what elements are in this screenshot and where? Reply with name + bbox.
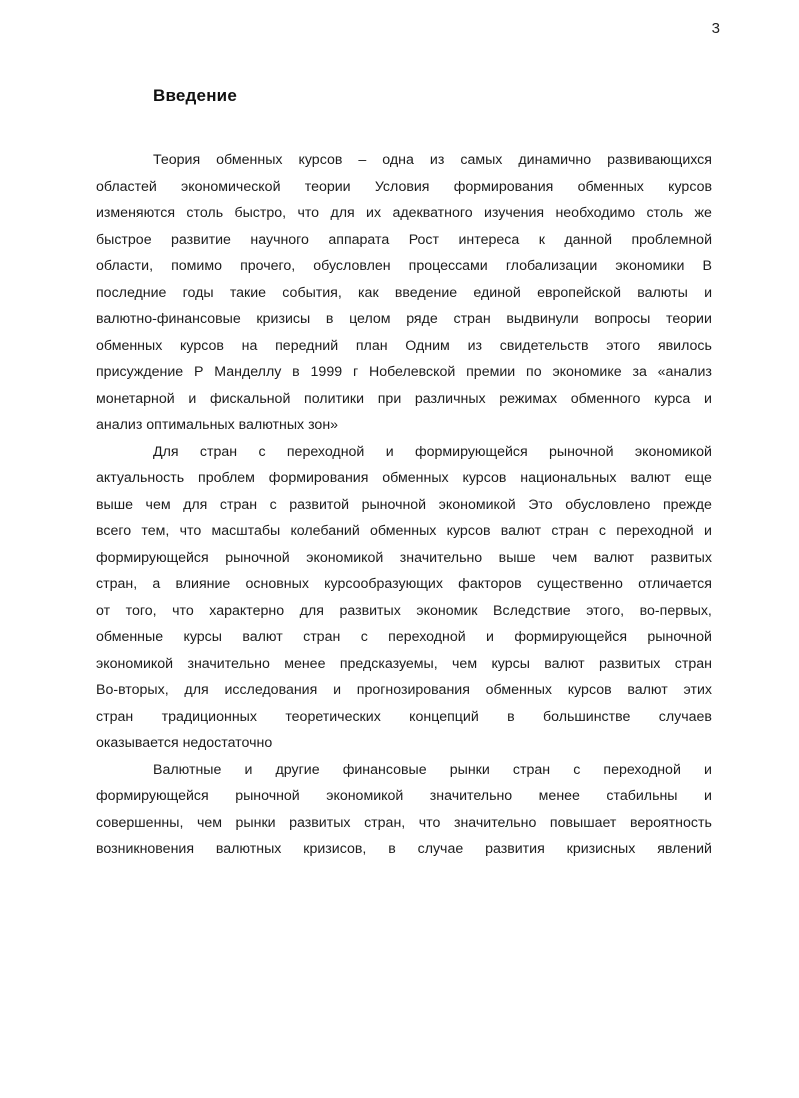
word: интереса [458,231,520,248]
word: экономике [552,364,622,380]
word: явилось [657,337,712,354]
word: еще [684,470,712,486]
word: же [694,205,712,221]
word: различных [414,390,486,407]
text-line [96,598,712,625]
word: стабильны [606,788,678,804]
word: за [632,364,647,380]
word: развитых [339,602,401,619]
word: быстро, [234,205,287,221]
word: единой [473,284,521,301]
word: стран, [96,576,138,592]
word: чем [552,549,578,566]
word: рыночной [647,629,712,645]
word: и [244,761,253,778]
word: курсов [668,178,712,195]
word: рынки [449,761,490,778]
word: обменные [96,629,164,645]
word: кризисы [256,311,311,327]
word: данной [564,231,613,248]
text-line [96,704,712,731]
word: чем [452,655,478,672]
word: развитых [289,814,351,831]
word: план [355,337,388,354]
word: стран [219,496,258,513]
word: колебаний [290,523,360,539]
word: для [183,496,208,513]
word: курсов [567,682,612,698]
word: области, [96,258,154,274]
word: выше [498,549,536,566]
word: в [388,841,396,857]
word: изменяются [96,205,176,221]
word: валют [630,470,671,486]
word: случае [417,841,464,857]
text-line [96,836,712,863]
word: Р [193,364,204,380]
word: политики [304,390,365,407]
word: курсов [298,152,343,168]
word: аппарата [328,231,390,248]
word: одна [382,152,414,168]
word: изучения [484,205,545,221]
text-line [96,174,712,201]
word: помимо [171,258,222,274]
word: переходной [603,761,681,778]
text-line [96,518,712,545]
word: в [507,708,515,725]
word: вопросы [594,311,651,327]
word: Рост [408,231,440,248]
word: формирующейся [514,629,628,645]
word: переходной [616,523,694,539]
text-line [96,386,712,413]
word: для [299,602,324,619]
text-line [96,757,712,784]
word: по [526,364,542,380]
word: и [703,788,712,804]
word: влияние [175,576,231,592]
word: валют [593,549,635,566]
word: свидетельств [499,337,589,354]
word: стран [199,443,238,460]
word: менее [538,788,580,804]
word: Одним [405,337,450,354]
word: выше [96,496,134,513]
word: этих [683,682,712,698]
word: курсов [446,523,491,539]
word: динамично [518,152,592,168]
word: события, [282,284,342,301]
word: другие [275,761,320,778]
word: масштабы [211,523,281,539]
word: экономики [615,258,685,274]
word: последние [96,284,167,301]
word: из [429,152,445,168]
word: повышает [549,814,617,831]
word: что [418,814,441,831]
word: стран [512,761,551,778]
word: большинстве [543,708,631,725]
word: с [573,761,581,778]
word: Во-вторых, [96,682,169,698]
word: что [179,523,202,539]
word: стран [551,523,589,539]
word: переходной [286,443,365,460]
word: во-первых, [639,602,712,619]
word: рыночной [235,788,300,804]
text-line [96,306,712,333]
word: теории [304,178,351,195]
word: рыночной [548,443,614,460]
word: курса [654,390,691,407]
word: обусловлен [313,258,391,274]
word: явлений [657,841,712,857]
text-line-last: оказывается недостаточно [96,735,273,751]
word: экономикой [326,788,404,804]
word: монетарной [96,390,175,407]
word: при [377,390,402,407]
word: концепций [409,708,479,725]
text-line [96,624,712,651]
word: адекватного [392,205,473,221]
word: от [96,602,111,619]
word: ряде [406,311,438,327]
word: что [297,205,320,221]
word: того, [125,602,157,619]
word: всего [96,523,132,539]
word: экономической [181,178,281,195]
word: Валютные [153,761,222,778]
text-line [96,651,712,678]
word: валюты [637,284,688,301]
paragraph-2 [96,439,712,757]
word: валютно-финансовые [96,311,241,327]
word: обменных [382,470,449,486]
word: с [598,523,606,539]
word: развитых [650,549,712,566]
word: валют [500,523,542,539]
word: – [358,152,367,168]
text-line [96,227,712,254]
word: целом [349,311,391,327]
word: экономикой [634,443,712,460]
word: что [172,602,194,619]
word: формирующейся [96,788,209,804]
word: валют [242,629,283,645]
text-line [96,280,712,307]
paragraph-3 [96,757,712,863]
body-text [96,147,712,863]
word: режимах [499,390,558,407]
text-line [96,439,712,466]
word: обменных [96,337,163,354]
word: обменных [216,152,283,168]
word: менее [284,655,326,672]
word: передний [275,337,339,354]
word: курсов [180,337,224,354]
word: экономикой [306,549,384,566]
word: этого, [586,602,625,619]
text-line [96,200,712,227]
word: значительно [399,549,483,566]
word: необходимо [555,205,636,221]
word: из [467,337,482,354]
word: рынки [235,814,276,831]
word: 1999 [310,364,343,380]
text-line [96,810,712,837]
word: самых [460,152,503,168]
word: прочего, [240,258,296,274]
word: и [486,629,494,645]
word: экономик [416,602,478,619]
word: факторов [458,576,522,592]
word: Нобелевской [368,364,456,380]
word: курсообразующих [324,576,443,592]
text-line-last: анализ оптимальных валютных зон» [96,417,339,433]
word: столь [646,205,684,221]
word: стран [96,708,134,725]
word: выдвинули [506,311,579,327]
word: курсы [491,655,530,672]
word: стран, [364,814,406,831]
word: к [538,231,545,248]
word: г [352,364,359,380]
word: и [704,523,712,539]
word: проблем [198,470,255,486]
word: финансовые [342,761,427,778]
word: Теория [153,152,201,168]
word: прежде [662,496,712,513]
word: отличается [638,576,712,592]
word: стран [453,311,491,327]
text-line [96,492,712,519]
word: такие [229,284,267,301]
word: курсы [183,629,222,645]
word: экономикой [438,496,516,513]
text-line [96,333,712,360]
word: обменных [577,178,644,195]
page-title: Введение [153,86,237,105]
word: введение [394,284,458,301]
word: премии [466,364,516,380]
text-line [96,253,712,280]
word: валют [627,682,668,698]
word: рыночной [361,496,427,513]
text-line [96,677,712,704]
text-line [96,545,712,572]
word: переходной [388,629,466,645]
word: обменного [570,390,641,407]
word: вероятность [629,814,712,831]
word: с [360,629,368,645]
word: и [703,390,712,407]
word: как [358,284,379,301]
word: исследования [224,682,318,698]
word: в [325,311,334,327]
word: годы [182,284,214,301]
word: обусловлено [565,496,651,513]
word: и [385,443,394,460]
word: присуждение [96,364,184,380]
word: и [333,682,341,698]
word: быстрое [96,231,152,248]
word: формирования [268,470,369,486]
word: столь [186,205,224,221]
word: теоретических [285,708,381,725]
word: Вследствие [493,602,571,619]
word: тем, [141,523,170,539]
word: развитие [171,231,231,248]
text-line [96,465,712,492]
word: европейской [537,284,622,301]
word: обменных [485,682,552,698]
word: стран [674,655,712,672]
paragraph-1 [96,147,712,439]
word: проблемной [631,231,712,248]
word: а [152,576,161,592]
word: кризисных [566,841,636,857]
word: развитой [289,496,350,513]
word: чем [145,496,171,513]
page-number: 3 [711,20,720,37]
word: с [269,496,277,513]
word: прогнозирования [356,682,470,698]
word: их [366,205,382,221]
word: научного [250,231,309,248]
word: и [703,761,712,778]
word: формирующейся [414,443,528,460]
word: в [292,364,300,380]
word: «анализ [657,364,712,380]
word: для [330,205,355,221]
word: развитых [599,655,661,672]
word: этого [606,337,641,354]
word: случаев [658,708,712,725]
word: основных [245,576,309,592]
word: Это [528,496,553,513]
word: валютных [215,841,282,857]
word: Условия [374,178,430,195]
word: на [241,337,258,354]
word: возникновения [96,841,195,857]
word: совершенны, [96,814,184,831]
word: существенно [536,576,623,592]
word: актуальность [96,470,185,486]
word: В [702,258,712,274]
word: формирования [453,178,554,195]
word: валют [544,655,585,672]
word: значительно [453,814,537,831]
word: теории [666,311,712,327]
word: рыночной [225,549,290,566]
word: процессами [408,258,488,274]
word: глобализации [505,258,598,274]
word: традиционных [161,708,257,725]
word: для [184,682,209,698]
word: Для [153,443,179,460]
text-line [96,571,712,598]
word: фискальной [209,390,291,407]
word: чем [196,814,222,831]
word: обменных [370,523,437,539]
word: стран [303,629,341,645]
word: национальных [520,470,617,486]
word: и [704,284,712,301]
text-line [96,783,712,810]
word: экономикой [96,655,174,672]
word: курсов [462,470,507,486]
word: Манделлу [214,364,282,380]
word: развития [485,841,545,857]
word: кризисов, [303,841,367,857]
word: с [258,443,266,460]
word: значительно [429,788,513,804]
word: предсказуемы, [339,655,438,672]
word: областей [96,178,157,195]
word: развивающихся [607,152,712,168]
text-line [96,147,712,174]
word: значительно [187,655,270,672]
word: характерно [209,602,285,619]
text-line [96,359,712,386]
word: формирующейся [96,549,209,566]
word: и [188,390,197,407]
